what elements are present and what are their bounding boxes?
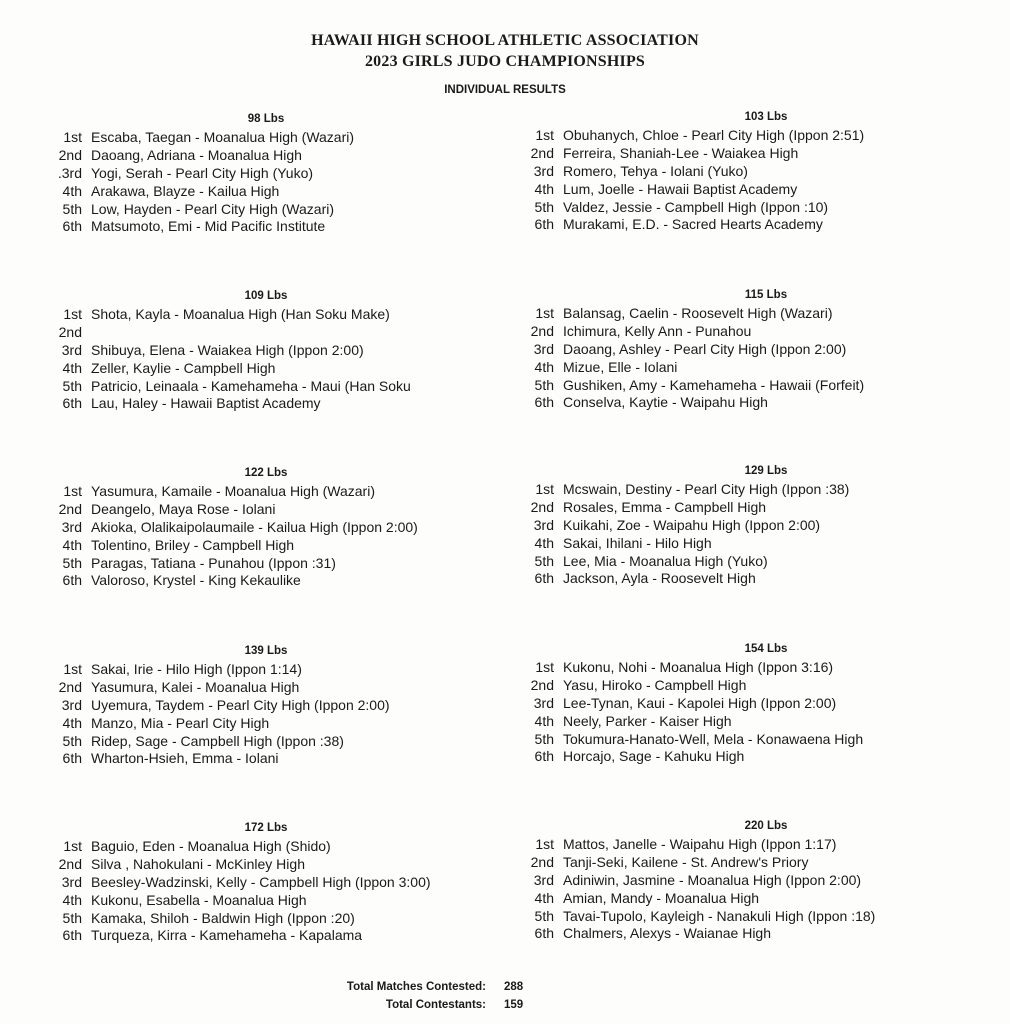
place-label: 3rd	[61, 341, 82, 358]
athlete-result: Lau, Haley - Hawaii Baptist Academy	[91, 395, 321, 412]
athlete-result: Baguio, Eden - Moanalua High (Shido)	[91, 838, 331, 854]
athlete-result: Silva , Nahokulani - McKinley High	[91, 855, 305, 872]
weight-class-heading: 129 Lbs	[744, 465, 788, 477]
placing-row	[518, 713, 863, 731]
placing-row	[46, 147, 354, 165]
placing-list	[46, 483, 418, 590]
placing-row	[518, 181, 864, 199]
placing-row	[46, 395, 411, 413]
placing-row	[518, 748, 863, 766]
place-label: 4th	[534, 712, 554, 729]
placing-row	[518, 394, 864, 412]
place-label: 6th	[534, 394, 554, 411]
place-label: 3rd	[533, 516, 554, 533]
total-matches-label: Total Matches Contested:	[346, 981, 486, 993]
athlete-result: Jackson, Ayla - Roosevelt High	[563, 570, 756, 587]
placing-row	[518, 359, 864, 377]
place-label: 4th	[62, 182, 82, 199]
athlete-result: Patricio, Leinaala - Kamehameha - Maui (Han Soku	[91, 377, 411, 394]
placing-row	[518, 199, 864, 217]
athlete-result: Shota, Kayla - Moanalua High (Han Soku Make)	[91, 306, 390, 322]
placing-row	[46, 324, 411, 342]
athlete-result: Zeller, Kaylie - Campbell High	[91, 359, 276, 376]
place-label: 4th	[534, 889, 554, 906]
place-label: 4th	[62, 359, 82, 376]
placing-row	[518, 908, 875, 926]
athlete-result: Manzo, Mia - Pearl City High	[91, 714, 270, 731]
placing-row	[518, 517, 849, 535]
place-label: 2nd	[530, 853, 554, 870]
place-label: 4th	[534, 534, 554, 551]
placing-row	[518, 377, 864, 395]
placing-row	[518, 854, 875, 872]
placing-row	[518, 341, 864, 359]
placing-row	[518, 481, 849, 499]
place-label: 2nd	[58, 500, 82, 517]
place-label: 2nd	[530, 144, 554, 161]
athlete-result: Yasumura, Kalei - Moanalua High	[91, 678, 300, 695]
athlete-result: Mattos, Janelle - Waipahu High (Ippon 1:17)	[563, 836, 837, 852]
place-label: 6th	[62, 750, 82, 767]
placing-row	[46, 483, 418, 501]
athlete-result: Mizue, Elle - Iolani	[563, 358, 678, 375]
placing-row	[46, 218, 354, 236]
place-label: 1st	[63, 306, 82, 322]
section-heading: INDIVIDUAL RESULTS	[444, 84, 566, 96]
place-label: 1st	[535, 305, 554, 321]
place-label: 2nd	[58, 855, 82, 872]
place-label: 2nd	[58, 323, 82, 340]
place-label: 2nd	[530, 676, 554, 693]
total-contestants-value: 159	[504, 999, 524, 1011]
place-label: 3rd	[533, 871, 554, 888]
total-matches	[300, 981, 523, 993]
athlete-result: Obuhanych, Chloe - Pearl City High (Ippon 2:51)	[563, 127, 865, 143]
place-label: 1st	[63, 661, 82, 677]
place-label: 1st	[535, 481, 554, 497]
placing-row	[518, 535, 849, 553]
placing-row	[518, 731, 863, 749]
place-label: 5th	[62, 200, 82, 217]
athlete-result: Beesley-Wadzinski, Kelly - Campbell High (Ippon 3:00)	[91, 873, 431, 890]
place-label: 6th	[534, 925, 554, 942]
weight-class-heading: 109 Lbs	[244, 290, 288, 302]
athlete-result: Ferreira, Shaniah-Lee - Waiakea High	[563, 144, 799, 161]
athlete-result: Balansag, Caelin - Roosevelt High (Wazari)	[563, 305, 833, 321]
athlete-result: Mcswain, Destiny - Pearl City High (Ippon :38)	[563, 481, 850, 497]
placing-row	[46, 733, 390, 751]
place-label: 3rd	[61, 873, 82, 890]
place-label: 3rd	[533, 162, 554, 179]
athlete-result: Tavai-Tupolo, Kayleigh - Nanakuli High (Ippon :18)	[563, 907, 876, 924]
place-label: 2nd	[58, 146, 82, 163]
place-label: 1st	[63, 483, 82, 499]
placing-row	[46, 750, 390, 768]
placing-row	[46, 201, 354, 219]
place-label: 1st	[535, 659, 554, 675]
place-label: 1st	[535, 836, 554, 852]
place-label: 6th	[534, 216, 554, 233]
placing-row	[46, 165, 354, 183]
placing-row	[46, 342, 411, 360]
place-label: 1st	[63, 129, 82, 145]
placing-row	[518, 305, 864, 323]
athlete-result: Daoang, Adriana - Moanalua High	[91, 146, 302, 163]
athlete-result: Yogi, Serah - Pearl City High (Yuko)	[91, 164, 314, 181]
athlete-result: Horcajo, Sage - Kahuku High	[563, 748, 745, 765]
athlete-result: Gushiken, Amy - Kamehameha - Hawaii (Forfeit)	[563, 376, 865, 393]
athlete-result: Kukonu, Nohi - Moanalua High (Ippon 3:16)	[563, 659, 834, 675]
placing-row	[46, 183, 354, 201]
placing-row	[518, 677, 863, 695]
placing-list	[46, 129, 354, 236]
athlete-result: Adiniwin, Jasmine - Moanalua High (Ippon 2:00)	[563, 871, 862, 888]
placing-row	[518, 570, 849, 588]
athlete-result: Neely, Parker - Kaiser High	[563, 712, 732, 729]
place-label: 3rd	[533, 340, 554, 357]
placing-row	[46, 555, 418, 573]
athlete-result: Rosales, Emma - Campbell High	[563, 498, 767, 515]
athlete-result: Matsumoto, Emi - Mid Pacific Institute	[91, 218, 326, 235]
placing-list	[518, 305, 864, 412]
athlete-result: Kuikahi, Zoe - Waipahu High (Ippon 2:00)	[563, 516, 821, 533]
weight-class-heading: 98 Lbs	[247, 113, 285, 125]
placing-row	[46, 306, 411, 324]
place-label: 6th	[534, 570, 554, 587]
athlete-result: Arakawa, Blayze - Kailua High	[91, 182, 280, 199]
placing-list	[46, 838, 431, 945]
weight-class-heading: 115 Lbs	[744, 289, 788, 301]
weight-class-heading: 172 Lbs	[244, 822, 288, 834]
athlete-result: Low, Hayden - Pearl City High (Wazari)	[91, 200, 335, 217]
placing-row	[46, 572, 418, 590]
placing-row	[518, 499, 849, 517]
placing-list	[46, 661, 390, 768]
athlete-result: Kukonu, Esabella - Moanalua High	[91, 891, 307, 908]
athlete-result: Romero, Tehya - Iolani (Yuko)	[563, 162, 748, 179]
place-label: 4th	[534, 358, 554, 375]
place-label: 1st	[535, 127, 554, 143]
place-label: 6th	[62, 572, 82, 589]
total-matches-value: 288	[504, 981, 524, 993]
placing-row	[518, 925, 875, 943]
placing-row	[46, 892, 431, 910]
place-label: 6th	[534, 748, 554, 765]
weight-class-heading: 139 Lbs	[244, 645, 288, 657]
place-label: 5th	[534, 552, 554, 569]
place-label: 5th	[534, 907, 554, 924]
athlete-result: Akioka, Olalikaipolaumaile - Kailua High (Ippon 2:00)	[91, 518, 418, 535]
place-label: 5th	[534, 730, 554, 747]
athlete-result: Lee, Mia - Moanalua High (Yuko)	[563, 552, 768, 569]
placing-list	[518, 127, 864, 234]
place-label: 6th	[62, 927, 82, 944]
place-label: 3rd	[533, 694, 554, 711]
placing-row	[518, 836, 875, 854]
placing-row	[518, 163, 864, 181]
athlete-result: Valoroso, Krystel - King Kekaulike	[91, 572, 301, 589]
athlete-result: Yasumura, Kamaile - Moanalua High (Wazari)	[91, 483, 375, 499]
place-label: 4th	[62, 536, 82, 553]
placing-row	[46, 378, 411, 396]
athlete-result: Deangelo, Maya Rose - Iolani	[91, 500, 276, 517]
place-label: 3rd	[61, 696, 82, 713]
athlete-result: Turqueza, Kirra - Kamehameha - Kapalama	[91, 927, 363, 944]
athlete-result: Shibuya, Elena - Waiakea High (Ippon 2:00)	[91, 341, 364, 358]
weight-class-heading: 103 Lbs	[744, 111, 788, 123]
athlete-result: Uyemura, Taydem - Pearl City High (Ippon 2:00)	[91, 696, 390, 713]
athlete-result: Tanji-Seki, Kailene - St. Andrew's Priory	[563, 853, 809, 870]
place-label: 2nd	[58, 678, 82, 695]
athlete-result: Chalmers, Alexys - Waianae High	[563, 925, 772, 942]
placing-row	[46, 661, 390, 679]
athlete-result: Paragas, Tatiana - Punahou (Ippon :31)	[91, 554, 336, 571]
placing-list	[518, 659, 863, 766]
place-label: 5th	[62, 554, 82, 571]
athlete-result: Tokumura-Hanato-Well, Mela - Konawaena High	[563, 730, 864, 747]
placing-row	[518, 127, 864, 145]
placing-row	[46, 910, 431, 928]
placing-row	[46, 537, 418, 555]
athlete-result: Yasu, Hiroko - Campbell High	[563, 676, 747, 693]
placing-row	[518, 890, 875, 908]
athlete-result: Ichimura, Kelly Ann - Punahou	[563, 322, 752, 339]
placing-row	[46, 129, 354, 147]
placing-list	[46, 306, 411, 413]
place-label: 5th	[534, 376, 554, 393]
place-label: 4th	[62, 891, 82, 908]
place-label: 3rd	[61, 518, 82, 535]
placing-row	[46, 856, 431, 874]
placing-row	[46, 715, 390, 733]
place-label: .3rd	[57, 164, 82, 181]
place-label: 4th	[534, 180, 554, 197]
athlete-result: Lee-Tynan, Kaui - Kapolei High (Ippon 2:00)	[563, 694, 837, 711]
place-label: 2nd	[530, 322, 554, 339]
weight-class-heading: 122 Lbs	[244, 467, 288, 479]
placing-row	[518, 872, 875, 890]
placing-row	[518, 659, 863, 677]
placing-row	[518, 323, 864, 341]
athlete-result: Murakami, E.D. - Sacred Hearts Academy	[563, 216, 823, 233]
athlete-result: Ridep, Sage - Campbell High (Ippon :38)	[91, 732, 344, 749]
athlete-result: Wharton-Hsieh, Emma - Iolani	[91, 750, 279, 767]
placing-row	[46, 874, 431, 892]
placing-list	[518, 481, 849, 588]
athlete-result: Valdez, Jessie - Campbell High (Ippon :10)	[563, 198, 829, 215]
weight-class-heading: 220 Lbs	[744, 820, 788, 832]
athlete-result: Kamaka, Shiloh - Baldwin High (Ippon :20)	[91, 909, 355, 926]
placing-list	[518, 836, 875, 943]
page-title: HAWAII HIGH SCHOOL ATHLETIC ASSOCIATION	[311, 32, 699, 49]
placing-row	[46, 927, 431, 945]
place-label: 6th	[62, 218, 82, 235]
placing-row	[46, 519, 418, 537]
page-subtitle: 2023 GIRLS JUDO CHAMPIONSHIPS	[364, 53, 646, 70]
placing-row	[46, 838, 431, 856]
athlete-result: Amian, Mandy - Moanalua High	[563, 889, 760, 906]
place-label: 6th	[62, 395, 82, 412]
athlete-result: Daoang, Ashley - Pearl City High (Ippon 2:00)	[563, 340, 847, 357]
place-label: 2nd	[530, 498, 554, 515]
athlete-result: Sakai, Irie - Hilo High (Ippon 1:14)	[91, 661, 302, 677]
athlete-result: Conselva, Kaytie - Waipahu High	[563, 394, 768, 411]
placing-row	[46, 501, 418, 519]
place-label: 5th	[62, 377, 82, 394]
athlete-result: Tolentino, Briley - Campbell High	[91, 536, 295, 553]
placing-row	[518, 695, 863, 713]
athlete-result: Lum, Joelle - Hawaii Baptist Academy	[563, 180, 798, 197]
place-label: 4th	[62, 714, 82, 731]
place-label: 1st	[63, 838, 82, 854]
athlete-result: Sakai, Ihilani - Hilo High	[563, 534, 712, 551]
place-label: 5th	[62, 909, 82, 926]
placing-row	[46, 697, 390, 715]
place-label: 5th	[62, 732, 82, 749]
placing-row	[46, 360, 411, 378]
placing-row	[46, 679, 390, 697]
athlete-result: Escaba, Taegan - Moanalua High (Wazari)	[91, 129, 355, 145]
placing-row	[518, 145, 864, 163]
total-contestants-label: Total Contestants:	[385, 999, 486, 1011]
placing-row	[518, 216, 864, 234]
place-label: 5th	[534, 198, 554, 215]
weight-class-heading: 154 Lbs	[744, 643, 788, 655]
placing-row	[518, 553, 849, 571]
total-contestants	[300, 999, 523, 1011]
